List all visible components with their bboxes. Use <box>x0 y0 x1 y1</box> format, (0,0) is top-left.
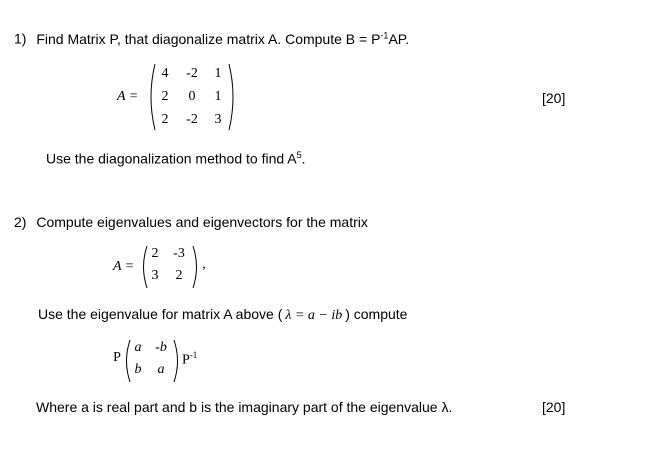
right-paren <box>227 62 239 132</box>
q2-matrix-lhs: A = <box>113 259 135 274</box>
eigenvalue-expression: λ = a − ib <box>285 308 343 323</box>
q2-heading <box>14 214 368 230</box>
q1-instruction: Use the diagonalization method to find $A^5$. <box>46 150 306 167</box>
q1-matrix <box>145 62 239 132</box>
expr-prefix: P <box>113 350 121 365</box>
q1-cell-2-2: 3 <box>214 112 222 127</box>
q2-matrix <box>139 244 205 290</box>
q2-expression <box>112 338 222 384</box>
q1-cell-0-1: -2 <box>186 66 198 81</box>
q2-cell-0-1: -3 <box>173 246 185 261</box>
q2-number: 2) <box>14 214 27 230</box>
expr-cell-1-0: b <box>134 362 142 377</box>
q1-matrix-lhs: A = <box>117 89 139 104</box>
q2-instruction: Use the eigenvalue for matrix A above ( λ = a − ib ) compute <box>38 306 408 323</box>
q2-cell-0-0: 2 <box>151 246 159 261</box>
expr-cell-0-0: a <box>134 340 142 355</box>
q2-note: Where a is real part and b is the imaginary part of the eigenvalue λ. <box>36 399 453 415</box>
q2-marks: [20] <box>542 399 566 415</box>
q2-matrix-suffix: , <box>202 257 206 272</box>
expr-cell-1-1: a <box>157 362 165 377</box>
q1-cell-2-0: 2 <box>161 112 169 127</box>
expr-cell-0-1: -b <box>155 340 167 355</box>
q1-cell-1-1: 0 <box>188 89 196 104</box>
q1-cell-1-2: 1 <box>214 89 222 104</box>
q1-cell-0-2: 1 <box>214 66 222 81</box>
right-paren <box>191 244 201 290</box>
q1-cell-2-1: -2 <box>186 112 198 127</box>
q1-cell-0-0: 4 <box>161 66 169 81</box>
q2-cell-1-1: 2 <box>175 268 183 283</box>
q2-cell-1-0: 3 <box>151 268 159 283</box>
right-paren <box>172 338 182 384</box>
q1-heading <box>14 30 409 47</box>
q1-text: Find Matrix P, that diagonalize matrix A. Compute $B = P^{-1}AP$. <box>36 30 410 47</box>
expr-suffix: $P^{-1}$ <box>182 350 198 368</box>
q2-text: Compute eigenvalues and eigenvectors for the matrix <box>36 214 368 230</box>
q1-cell-1-0: 2 <box>161 89 169 104</box>
q1-number: 1) <box>14 30 27 47</box>
q1-marks: [20] <box>542 90 566 106</box>
